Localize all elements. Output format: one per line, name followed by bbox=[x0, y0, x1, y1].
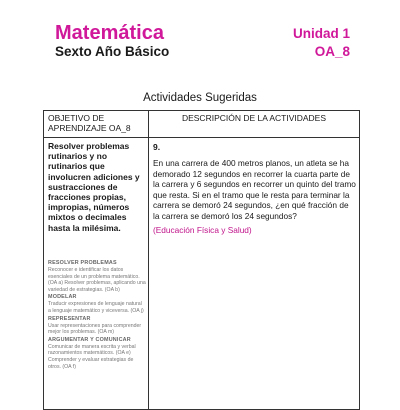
skill-text: Reconocer e identificar los datos esenciales de un problema matemático. (OA a) Resolver problemas, aplicando una variedad de estrategias. (OA b) bbox=[48, 267, 146, 293]
column-header-description: DESCRIPCIÓN DE LA ACTIVIDADES bbox=[181, 113, 327, 123]
skills-list bbox=[48, 260, 146, 371]
skill-item bbox=[48, 316, 146, 336]
skill-item bbox=[48, 260, 146, 293]
skill-title: MODELAR bbox=[48, 294, 77, 301]
header-divider bbox=[44, 137, 359, 138]
grade-level: Sexto Año Básico bbox=[55, 44, 170, 59]
skill-text: Traducir expresiones de lenguaje natural a lenguaje matemático y viceversa. (OA j) bbox=[48, 301, 144, 314]
activity-number: 9. bbox=[153, 142, 161, 152]
section-title: Actividades Sugeridas bbox=[143, 92, 257, 104]
unit-label: Unidad 1 bbox=[292, 26, 350, 41]
oa-label: OA_8 bbox=[314, 44, 350, 59]
skill-text: Usar representaciones para comprender mejor los problemas. (OA m) bbox=[48, 322, 142, 336]
skill-title: RESOLVER PROBLEMAS bbox=[48, 260, 117, 266]
activity-description: En una carrera de 400 metros planos, un atleta se ha demorado 12 segundos en recorrer la cuarta parte de la carrera y 6 segundos en recorrer un quinto del tramo que resta. Si en el tramo que le resta para terminar la carrera se demoró 24 segundos, ¿en qué fracción de la carrera se demoró los 24 segundos? bbox=[153, 158, 356, 221]
skill-text: Comunicar de manera escrita y verbal razonamientos matemáticos. (OA e) Comprender y evaluar estrategias de otros. (OA f) bbox=[48, 343, 136, 370]
objective-text: Resolver problemas rutinarios y no rutinarios que involucren adiciones y sustracciones de fracciones propias, impropias, números mixtos o decimales hasta la milésima. bbox=[48, 141, 140, 233]
skill-item bbox=[48, 337, 146, 370]
column-header-objective: OBJETIVO DE APRENDIZAJE OA_8 bbox=[48, 113, 131, 133]
subject-link-tag: (Educación Física y Salud) bbox=[153, 225, 252, 235]
skill-item bbox=[48, 294, 146, 314]
activities-table bbox=[43, 110, 360, 410]
skill-title: REPRESENTAR bbox=[48, 315, 91, 322]
skill-title: ARGUMENTAR Y COMUNICAR bbox=[48, 336, 131, 343]
page-header bbox=[55, 22, 350, 62]
column-divider bbox=[148, 111, 149, 409]
subject-title: Matemática bbox=[55, 22, 164, 44]
